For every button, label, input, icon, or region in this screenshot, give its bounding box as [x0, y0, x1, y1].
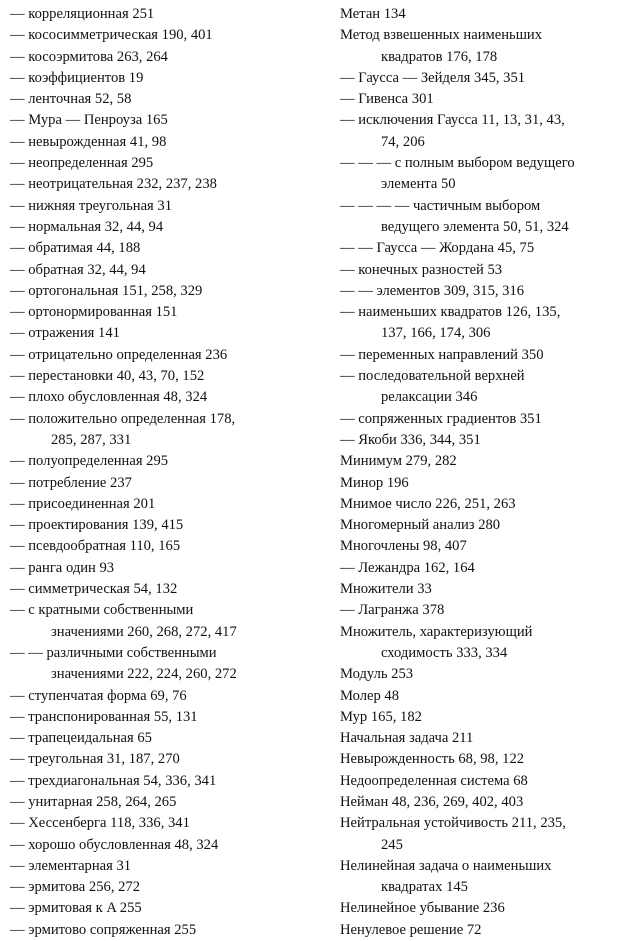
- index-entry: — плохо обусловленная 48, 324: [10, 389, 208, 406]
- index-entry: — ранга один 93: [10, 559, 115, 576]
- index-entry-continuation: 285, 287, 331: [51, 431, 132, 448]
- index-entry: — трапецеидальная 65: [10, 730, 152, 747]
- index-entry: — перестановки 40, 43, 70, 152: [10, 368, 205, 385]
- index-entry: — нижняя треугольная 31: [10, 197, 172, 214]
- index-entry: — — Гаусса — Жордана 45, 75: [340, 240, 535, 257]
- index-entry: — унитарная 258, 264, 265: [10, 793, 177, 810]
- index-entry: — кососимметрическая 190, 401: [10, 27, 213, 44]
- index-entry: — эрмитово сопряженная 255: [10, 921, 197, 938]
- index-entry: — ленточная 52, 58: [10, 91, 132, 108]
- index-entry: Недоопределенная система 68: [340, 772, 528, 789]
- index-entry: — неопределенная 295: [10, 155, 154, 172]
- index-entry: — эрмитовая к A 255: [10, 900, 142, 917]
- index-column-right: [340, 4, 625, 941]
- index-column-left: [10, 4, 325, 941]
- index-entry: Метан 134: [340, 6, 406, 22]
- index-entry: — Гивенса 301: [340, 91, 434, 108]
- index-entry: — элементарная 31: [10, 857, 132, 874]
- index-entry: Ненулевое решение 72: [340, 921, 482, 938]
- index-entry: Нелинейное убывание 236: [340, 900, 505, 917]
- index-entry: — — элементов 309, 315, 316: [340, 282, 525, 299]
- index-entry-continuation: 74, 206: [381, 133, 425, 150]
- index-entry: — транспонированная 55, 131: [10, 708, 198, 725]
- index-entry-continuation: квадратов 176, 178: [381, 48, 498, 65]
- index-entry: — потребление 237: [10, 474, 132, 491]
- index-entry: — обратимая 44, 188: [10, 240, 141, 257]
- index-entry: Нелинейная задача о наименьших: [340, 857, 552, 874]
- index-entry: — косоэрмитова 263, 264: [10, 48, 168, 65]
- index-entry: — хорошо обусловленная 48, 324: [10, 836, 219, 853]
- index-entry: — корреляционная 251: [10, 6, 155, 22]
- index-entry-continuation: сходимость 333, 334: [381, 644, 508, 661]
- index-entry: — нормальная 32, 44, 94: [10, 218, 164, 235]
- index-entry: — коэффициентов 19: [10, 69, 144, 86]
- index-entry: Множители 33: [340, 581, 432, 598]
- index-entry: — наименьших квадратов 126, 135,: [340, 304, 561, 321]
- index-entry: — обратная 32, 44, 94: [10, 261, 146, 278]
- index-entry: — исключения Гаусса 11, 13, 31, 43,: [340, 112, 565, 129]
- index-entry: Начальная задача 211: [340, 730, 474, 747]
- index-entry: — Хессенберга 118, 336, 341: [10, 815, 190, 832]
- index-entry-continuation: ведущего элемента 50, 51, 324: [381, 218, 569, 235]
- index-entry: — — — с полным выбором ведущего: [340, 155, 575, 172]
- index-entry: — отрицательно определенная 236: [10, 346, 228, 363]
- index-entry-continuation: элемента 50: [381, 176, 456, 193]
- index-entry: Мнимое число 226, 251, 263: [340, 495, 516, 512]
- index-entry: — присоединенная 201: [10, 495, 156, 512]
- index-entry: — Лежандра 162, 164: [340, 559, 475, 576]
- index-entry: — конечных разностей 53: [340, 261, 503, 278]
- index-entry: — — различными собственными: [10, 644, 217, 661]
- index-entry: — трехдиагональная 54, 336, 341: [10, 772, 217, 789]
- index-entry: — ортонормированная 151: [10, 304, 178, 321]
- index-entry: Минимум 279, 282: [340, 453, 457, 470]
- index-entry: — проектирования 139, 415: [10, 517, 184, 534]
- index-entry-continuation: значениями 260, 268, 272, 417: [51, 623, 237, 640]
- index-entry: — с кратными собственными: [10, 602, 194, 619]
- index-entry: — ортогональная 151, 258, 329: [10, 282, 203, 299]
- index-entry: Нейман 48, 236, 269, 402, 403: [340, 793, 524, 810]
- index-entry-continuation: 137, 166, 174, 306: [381, 325, 491, 342]
- index-entry-continuation: значениями 222, 224, 260, 272: [51, 666, 237, 683]
- index-entry: — полуопределенная 295: [10, 453, 169, 470]
- index-entry: — Мура — Пенроуза 165: [10, 112, 168, 129]
- index-entry: — неотрицательная 232, 237, 238: [10, 176, 217, 193]
- index-entry: — последовательной верхней: [340, 368, 525, 385]
- index-entry: Модуль 253: [340, 666, 414, 683]
- index-entry: — — — — частичным выбором: [340, 197, 541, 214]
- index-entry: — Гаусса — Зейделя 345, 351: [340, 69, 526, 86]
- index-entry: Нейтральная устойчивость 211, 235,: [340, 815, 566, 832]
- index-entry: Молер 48: [340, 687, 400, 704]
- index-entry: Минор 196: [340, 474, 409, 491]
- index-entry: — ступенчатая форма 69, 76: [10, 687, 187, 704]
- index-entry: Многомерный анализ 280: [340, 517, 501, 534]
- index-entry: — симметрическая 54, 132: [10, 581, 178, 598]
- index-entry: — положительно определенная 178,: [10, 410, 236, 427]
- index-entry: — сопряженных градиентов 351: [340, 410, 542, 427]
- index-entry: — отражения 141: [10, 325, 120, 342]
- index-entry-continuation: квадратах 145: [381, 879, 468, 896]
- index-entry: — Лагранжа 378: [340, 602, 445, 619]
- index-entry: Мур 165, 182: [340, 708, 422, 725]
- index-entry: — невырожденная 41, 98: [10, 133, 167, 150]
- index-entry: Многочлены 98, 407: [340, 538, 467, 555]
- index-entry: Метод взвешенных наименьших: [340, 27, 543, 44]
- index-entry: Множитель, характеризующий: [340, 623, 533, 640]
- index-entry-continuation: 245: [381, 836, 403, 853]
- index-entry: — треугольная 31, 187, 270: [10, 751, 180, 768]
- index-entry: — Якоби 336, 344, 351: [340, 431, 481, 448]
- index-entry-continuation: релаксации 346: [381, 389, 478, 406]
- index-entry: — псевдообратная 110, 165: [10, 538, 181, 555]
- index-entry: Невырожденность 68, 98, 122: [340, 751, 525, 768]
- index-entry: — эрмитова 256, 272: [10, 879, 141, 896]
- index-entry: — переменных направлений 350: [340, 346, 544, 363]
